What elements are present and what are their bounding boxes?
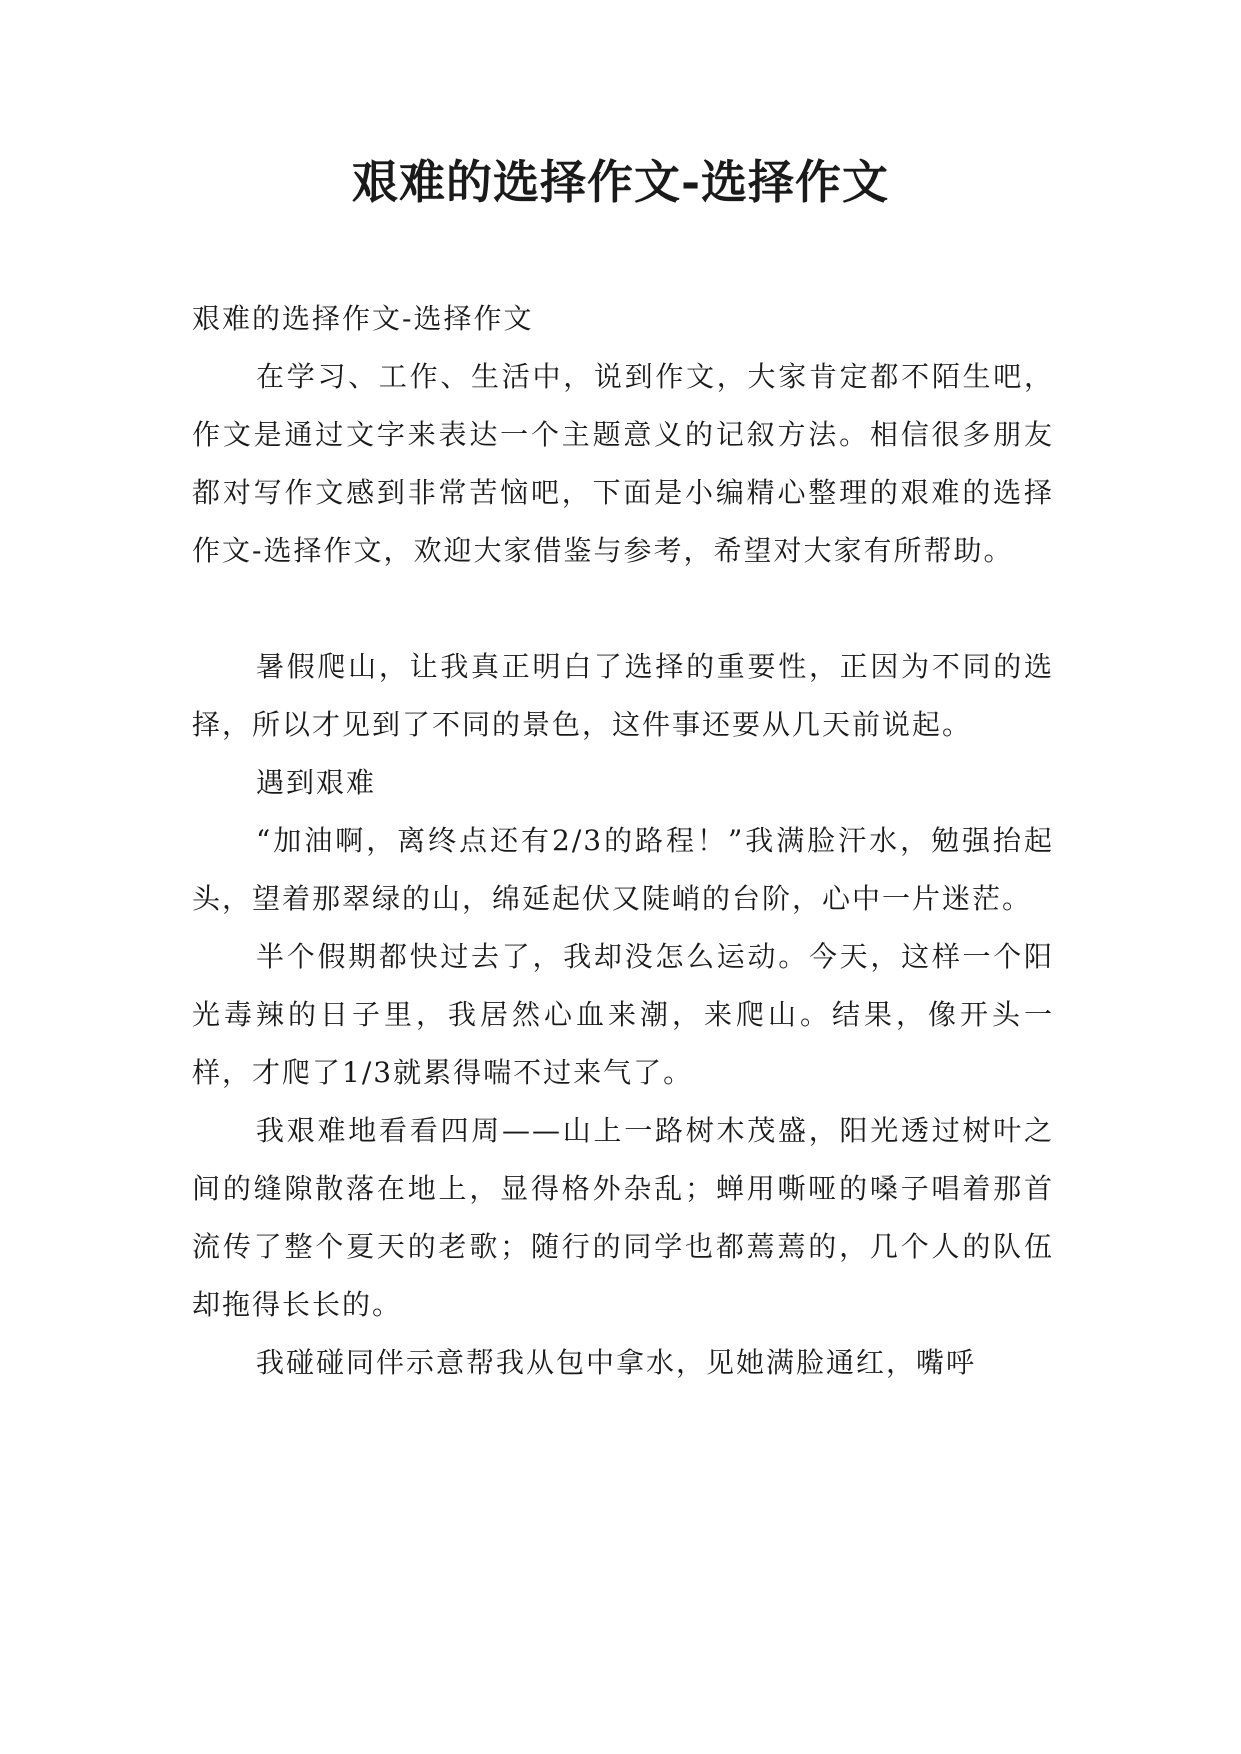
section-heading: 遇到艰难 [256, 766, 377, 799]
paragraph-spacer [192, 580, 1054, 638]
paragraph: 我碰碰同伴示意帮我从包中拿水，见她满脸通红，嘴呼 [256, 1346, 977, 1379]
paragraph-intro: 在学习、工作、生活中，说到作文，大家肯定都不陌生吧，作文是通过文字来表达一个主题意义的记叙方法。相信很多朋友都对写作文感到非常苦恼吧，下面是小编精心整理的艰难的选择作文-选择作文，欢迎大家借鉴与参考，希望对大家有所帮助。 [192, 360, 1054, 567]
document-subtitle: 艰难的选择作文-选择作文 [192, 302, 534, 335]
paragraph: 暑假爬山，让我真正明白了选择的重要性，正因为不同的选择，所以才见到了不同的景色，这件事还要从几天前说起。 [192, 650, 1054, 741]
paragraph: “加油啊，离终点还有2/3的路程！”我满脸汗水，勉强抬起头，望着那翠绿的山，绵延起伏又陡峭的台阶，心中一片迷茫。 [192, 824, 1054, 915]
paragraph: 半个假期都快过去了，我却没怎么运动。今天，这样一个阳光毒辣的日子里，我居然心血来潮，来爬山。结果，像开头一样，才爬了1/3就累得喘不过来气了。 [192, 940, 1054, 1089]
document-body [192, 290, 1054, 1392]
paragraph: 我艰难地看看四周——山上一路树木茂盛，阳光透过树叶之间的缝隙散落在地上，显得格外杂乱；蝉用嘶哑的嗓子唱着那首流传了整个夏天的老歌；随行的同学也都蔫蔫的，几个人的队伍却拖得长长的。 [192, 1114, 1054, 1321]
document-title: 艰难的选择作文-选择作文 [351, 155, 890, 209]
